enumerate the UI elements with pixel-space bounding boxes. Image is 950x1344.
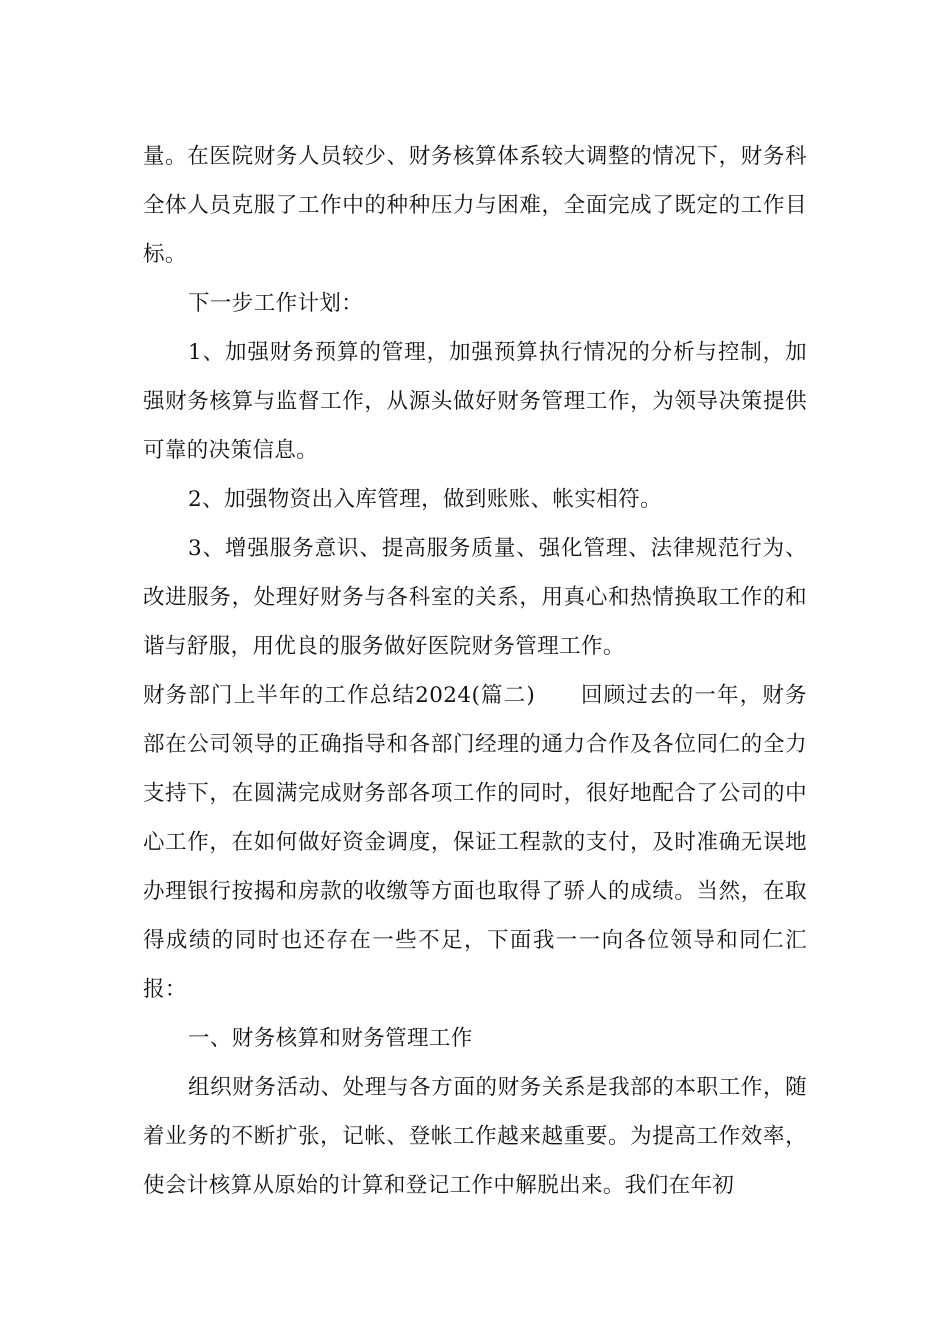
heading-accounting: 一、财务核算和财务管理工作 [188, 1026, 473, 1051]
plan-item-3: 3、增强服务意识、提高服务质量、强化管理、法律规范行为、改进服务，处理好财务与各科室的关系，用真心和热情换取工作的和谐与舒服，用优良的服务做好医院财务管理工作。 [143, 536, 807, 659]
plan-item-2: 2、加强物资出入库管理，做到账账、帐实相符。 [188, 487, 662, 512]
paragraph-accounting: 组织财务活动、处理与各方面的财务关系是我部的本职工作，随着业务的不断扩张，记帐、登帐工作越来越重要。为提高工作效率，使会计核算从原始的计算和登记工作中解脱出来。我们在年初 [143, 1075, 807, 1198]
next-plan-heading: 下一步工作计划： [188, 291, 364, 316]
document-body [143, 132, 807, 1210]
section-intro: 回顾过去的一年，财务部在公司领导的正确指导和各部门经理的通力合作及各位同仁的全力支持下，在圆满完成财务部各项工作的同时，很好地配合了公司的中心工作，在如何做好资金调度，保证工程款的支付，及时准确无误地办理银行按揭和房款的收缴等方面也取得了骄人的成绩。当然，在取得成绩的同时也还存在一些不足，下面我一一向各位领导和同仁汇报： [143, 683, 807, 1002]
paragraph-continuation: 量。在医院财务人员较少、财务核算体系较大调整的情况下，财务科全体人员克服了工作中的种种压力与困难，全面完成了既定的工作目标。 [143, 144, 807, 267]
section-title: 财务部门上半年的工作总结2024(篇二) [143, 683, 536, 708]
section-paragraph [143, 671, 807, 1014]
plan-item-1: 1、加强财务预算的管理，加强预算执行情况的分析与控制，加强财务核算与监督工作，从源头做好财务管理工作，为领导决策提供可靠的决策信息。 [143, 340, 807, 463]
